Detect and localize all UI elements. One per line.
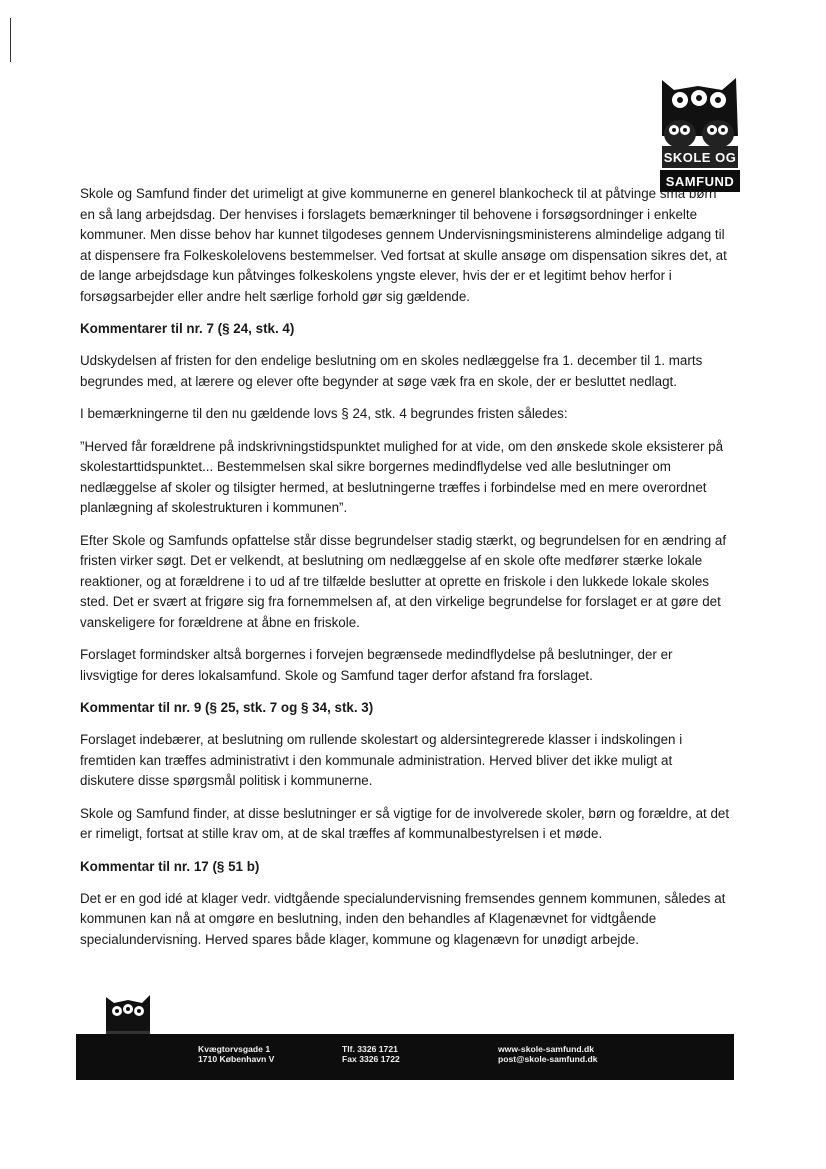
heading-nr-9: Kommentar til nr. 9 (§ 25, stk. 7 og § 34, stk. 3) [80, 700, 374, 715]
footer-phone [342, 1044, 400, 1064]
footer-contact [498, 1044, 598, 1064]
paragraph-udskydelsen: Udskydelsen af fristen for den endelige beslutning om en skoles nedlæggelse fra 1. december til 1. marts begrundes med, at lærere og elever ofte begynder at søge væk fra en skole, der er besluttet nedlagt. [80, 353, 703, 389]
footer-fax-number: Fax 3326 1722 [342, 1054, 400, 1064]
footer-address-line2: 1710 København V [198, 1054, 275, 1064]
footer-bar [76, 1034, 734, 1080]
footer-web-link[interactable]: www-skole-samfund.dk [498, 1044, 594, 1054]
footer-email-link[interactable]: post@skole-samfund.dk [498, 1054, 598, 1064]
logo-text-line1: SKOLE OG [663, 150, 737, 165]
document-body [80, 184, 730, 962]
skole-og-samfund-logo [658, 76, 740, 194]
heading-nr-7: Kommentarer til nr. 7 (§ 24, stk. 4) [80, 321, 295, 336]
logo-text-line2: SAMFUND [665, 174, 735, 189]
footer-phone-number: Tlf. 3326 1721 [342, 1044, 398, 1054]
paragraph-quote: ”Herved får forældrene på indskrivningstidspunktet mulighed for at vide, om den ønskede skole eksisterer på skolestarttidspunktet... Bestemmelsen skal sikre borgernes medindflydelse ved alle beslutninger om nedlæggelse af skoler og tilsigter hermed, at beslutningerne træffes i forbindelse med en mere overordnet planlægning af skolestrukturen i kommunen”. [80, 438, 724, 515]
footer-address-line1: Kvægtorvsgade 1 [198, 1044, 271, 1054]
page-edge-mark [10, 18, 11, 62]
paragraph-blankocheck: Skole og Samfund finder det urimeligt at give kommunerne en generel blankocheck til at påtvinge små børn en så lang arbejdsdag. Der henvises i forslagets bemærkninger til behovene i forsøgsordninger i enkelte kommuner. Men disse behov har kunnet tilgodeses gennem Undervisningsministerens almindelige adgang til at dispensere fra Folkeskolelovens bestemmelser. Ved fortsat at skulle ansøge om dispensation sikres det, at de lange arbejdsdage kun påtvinges folkeskolens yngste elever, hvis der er et legitimt behov herfor i forsøgsarbejder eller andre helt særlige forhold gør sig gældende. [80, 186, 727, 304]
paragraph-klager: Det er en god idé at klager vedr. vidtgående specialundervisning fremsendes gennem kommunen, således at kommunen kan nå at omgøre en beslutning, inden den behandles af Klagenævnet for vidtgående specialundervisning. Herved spares både klager, kommune og klagenævn for unødigt arbejde. [80, 890, 726, 947]
paragraph-opfattelse: Efter Skole og Samfunds opfattelse står disse begrundelser stadig stærkt, og begrundelsen for en ændring af fristen virker søgt. Det er velkendt, at beslutning om nedlæggelse af en skole ofte medfører stærke lokale reaktioner, og at forældrene i to ud af tre tilfælde beslutter at oprette en friskole i den lukkede lokale skoles sted. Det er svært at frigøre sig fra fornemmelsen af, at den virkelige begrundelse for forslaget er at gøre det vanskeligere for forældrene at åbne en friskole. [80, 532, 727, 630]
paragraph-vigtige: Skole og Samfund finder, at disse beslutninger er så vigtige for de involverede skoler, børn og forældre, at det er rimeligt, fortsat at stille krav om, at de skal træffes af kommunalbestyrelsen i et møde. [80, 805, 730, 841]
paragraph-bemaerkningerne: I bemærkningerne til den nu gældende lovs § 24, stk. 4 begrundes fristen således: [80, 406, 568, 421]
paragraph-indebaerer: Forslaget indebærer, at beslutning om rullende skolestart og aldersintegrerede klasser i indskolingen i fremtiden kan træffes administrativt i den kommunale administration. Herved bliver det ikke muligt at diskutere disse spørgsmål politisk i kommunerne. [80, 732, 683, 788]
heading-nr-17: Kommentar til nr. 17 (§ 51 b) [80, 858, 260, 874]
footer-address [198, 1044, 274, 1064]
paragraph-formindsker: Forslaget formindsker altså borgernes i forvejen begrænsede medindflydelse på beslutninger, der er livsvigtige for deres lokalsamfund. Skole og Samfund tager derfor afstand fra forslaget. [80, 647, 673, 683]
